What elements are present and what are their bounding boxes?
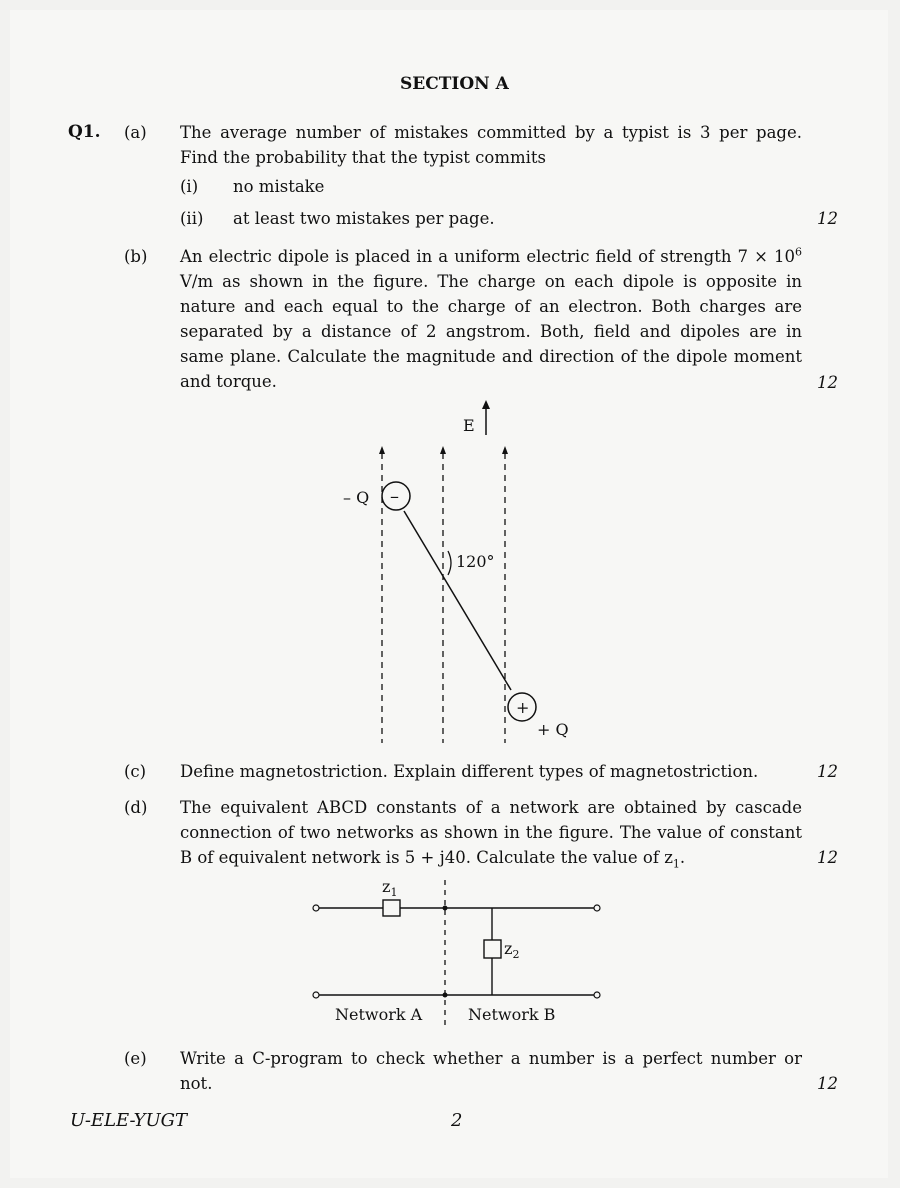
- terminal-bottom-right: [594, 992, 600, 998]
- part-a-i-label: (i): [180, 177, 199, 196]
- part-a-ii-label: (ii): [180, 209, 204, 228]
- field-line-1-arrowhead: [379, 446, 385, 454]
- page-number: 2: [451, 1110, 463, 1131]
- part-b-text-after: V/m as shown in the figure. The charge on each dipole is opposite in nature and each equal to the charge of an electron. Both charges are separated by a distance of 2 angstrom. Both, field and dipoles are in same plane. Calculate the magnitude and direction of the dipole moment and torque.: [180, 272, 802, 391]
- question-number: Q1.: [68, 122, 101, 142]
- part-d-subscript: 1: [672, 857, 680, 871]
- part-e-marks: 12: [817, 1074, 838, 1093]
- part-d-text-before: The equivalent ABCD constants of a network are obtained by cascade connection of two networks as shown in the figure. The value of constant B of equivalent network is 5 + j40. Calculate the value of z: [180, 798, 802, 867]
- part-d-text: [180, 795, 802, 870]
- part-d-marks: 12: [817, 848, 838, 867]
- junction-top: [443, 906, 448, 911]
- field-line-2-arrowhead: [440, 446, 446, 454]
- part-b-label: (b): [124, 247, 148, 266]
- z1-box: [383, 900, 400, 916]
- negative-charge-label: – Q: [343, 488, 370, 507]
- part-a-ii-text: at least two mistakes per page.: [233, 209, 495, 228]
- dipole-rod: [404, 511, 511, 690]
- angle-arc: [448, 551, 451, 575]
- z1-label: $z_1$: [382, 877, 398, 899]
- part-e-text: Write a C-program to check whether a number is a perfect number or not.: [180, 1049, 802, 1093]
- terminal-top-left: [313, 905, 319, 911]
- part-b-exponent: 6: [795, 245, 802, 259]
- positive-sign: +: [516, 698, 530, 717]
- angle-label: 120°: [456, 552, 495, 571]
- terminal-bottom-left: [313, 992, 319, 998]
- z2-box: [484, 940, 501, 958]
- part-b-text-before: An electric dipole is placed in a uniform electric field of strength 7 × 10: [180, 247, 795, 266]
- part-a-i-text: no mistake: [233, 177, 325, 196]
- field-line-3-arrowhead: [502, 446, 508, 454]
- part-e-label: (e): [124, 1049, 147, 1068]
- part-d-text-after: .: [679, 848, 686, 867]
- part-b-marks: 12: [817, 373, 838, 392]
- field-arrowhead: [482, 400, 490, 409]
- field-label: E: [463, 416, 475, 435]
- network-a-label: Network A: [335, 1005, 423, 1024]
- positive-charge-label: + Q: [537, 720, 569, 739]
- negative-sign: –: [390, 486, 399, 507]
- part-c-label: (c): [124, 762, 147, 781]
- part-d-label: (d): [124, 798, 148, 817]
- part-a-marks: 12: [817, 209, 838, 228]
- part-a-text: The average number of mistakes committed by a typist is 3 per page. Find the probability that the typist commits: [180, 123, 802, 167]
- network-figure: [305, 872, 610, 1032]
- section-title: SECTION A: [400, 74, 509, 94]
- part-a-label: (a): [124, 123, 147, 142]
- network-b-label: Network B: [468, 1005, 556, 1024]
- paper-code: U-ELE-YUGT: [70, 1110, 188, 1131]
- part-c-marks: 12: [817, 762, 838, 781]
- z2-label: $z_2$: [504, 939, 520, 961]
- part-c-text: Define magnetostriction. Explain different types of magnetostriction.: [180, 762, 759, 781]
- terminal-top-right: [594, 905, 600, 911]
- part-b-text: [180, 244, 802, 394]
- dipole-figure: [330, 395, 610, 750]
